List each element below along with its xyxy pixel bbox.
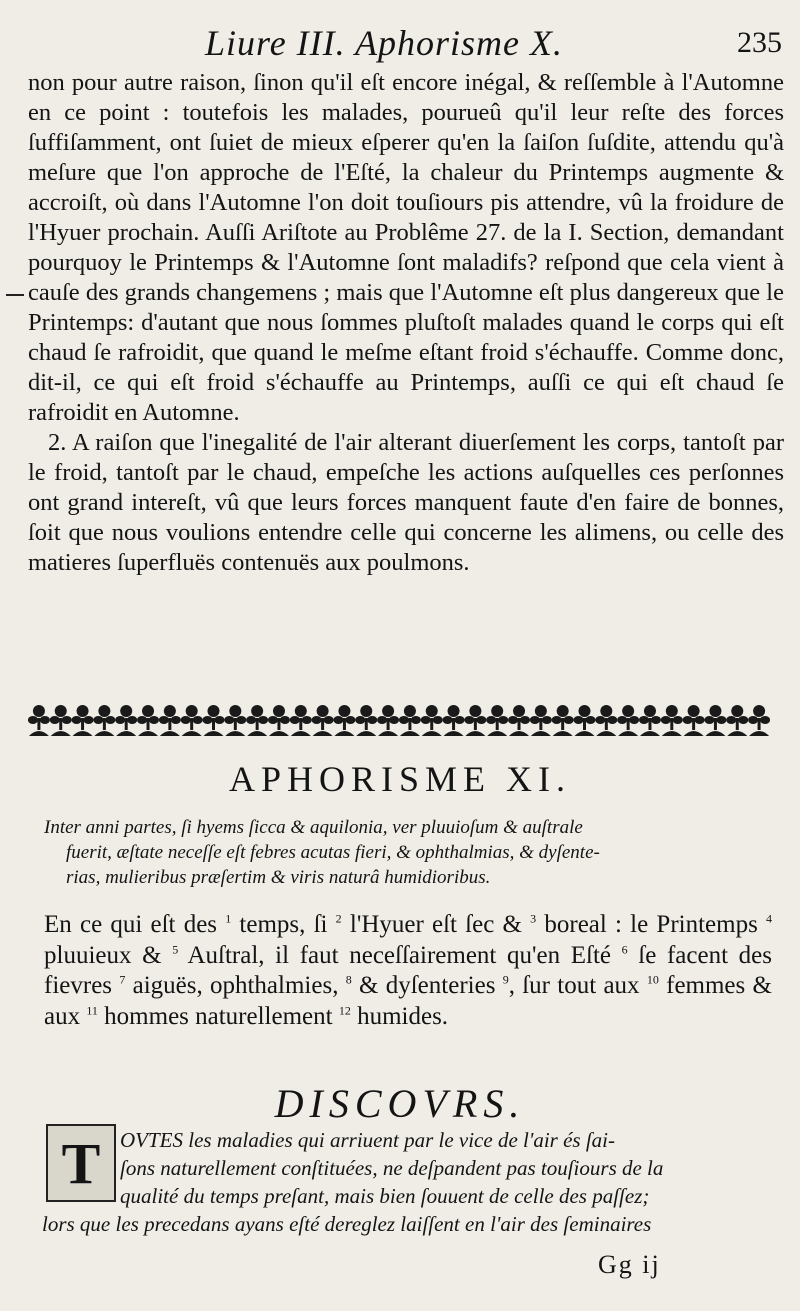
aphorism-title: APHORISME XI. <box>228 759 572 799</box>
note-ref: 9 <box>502 972 509 987</box>
fleuron-icon <box>748 705 770 736</box>
fleuron-icon <box>333 705 355 736</box>
translation-text: boreal : le Printemps <box>536 911 767 938</box>
translation-text: humides. <box>350 1002 449 1030</box>
fleuron-icon <box>552 705 574 736</box>
fleuron-icon <box>486 705 508 736</box>
page-header <box>0 20 800 70</box>
fleuron-icon <box>508 705 530 736</box>
note-ref: 5 <box>172 942 179 957</box>
fleuron-icon <box>443 705 465 736</box>
latin-aphorism <box>44 815 764 890</box>
discours-line-2: ſons naturellement conſtituées, ne deſpandent pas touſiours de la <box>120 1156 664 1180</box>
fleuron-icon <box>181 705 203 736</box>
fleuron-icon <box>726 705 748 736</box>
body-paragraph-1: non pour autre raison, ſinon qu'il eſt encore inégal, & reſſemble à l'Automne en ce point : toutefois les malades, pourueû qu'il leur reſte des forces ſuffiſamment, ont ſuiet de mieux eſperer qu'en la ſaiſon ſuſdite, attendu qu'à meſure que l'on approche de l'Eſté, la chaleur du Printemps augmente & accroiſt, où dans l'Automne l'on doit touſiours pis attendre, vû la froidure de l'Hyuer prochain. Auſſi Ariſtote au Problême 27. de la I. Section, demandant pourquoy le Printemps & l'Automne ſont maladifs? reſpond que cela vient à cauſe des grands changemens ; mais que l'Automne eſt plus dangereux que le Printemps: d'autant que nous ſommes pluſtoſt malades quand le corps qui eſt chaud ſe rafroidit, que quand le meſme eſtant froid s'échauffe. Comme donc, dit-il, ce qui eſt froid s'échauffe au Printemps, auſſi ce qui eſt chaud ſe rafroidit en Automne. <box>28 69 784 426</box>
fleuron-icon <box>595 705 617 736</box>
translation-text: hommes naturellement <box>97 1002 339 1030</box>
fleuron-icon <box>93 705 115 736</box>
note-ref: 2 <box>335 911 342 926</box>
fleuron-icon <box>50 705 72 736</box>
french-translation <box>44 910 772 1032</box>
discours-title: DISCOVRS. <box>274 1081 526 1126</box>
fleuron-icon <box>72 705 94 736</box>
fleuron-icon <box>28 705 50 736</box>
page-number: 235 <box>737 26 782 59</box>
fleuron-icon <box>115 705 137 736</box>
body-text <box>28 68 784 578</box>
note-ref: 11 <box>86 1003 98 1018</box>
fleuron-icon <box>464 705 486 736</box>
note-ref: 3 <box>530 911 537 926</box>
note-ref: 10 <box>646 972 659 987</box>
fleuron-icon <box>290 705 312 736</box>
translation-text: femmes & aux <box>44 972 772 1030</box>
fleuron-icon <box>530 705 552 736</box>
translation-text: , ſur tout aux <box>508 972 647 999</box>
dropcap-initial: T <box>46 1124 116 1202</box>
fleuron-icon <box>268 705 290 736</box>
translation-text: aiguës, ophthalmies, <box>125 972 346 999</box>
discours-line-3: qualité du temps preſant, mais bien ſouuent de celle des paſſez; <box>120 1184 650 1208</box>
discours-line-1: OVTES les maladies qui arriuent par le vice de l'air és ſai- <box>120 1128 616 1152</box>
latin-line-1: Inter anni partes, ſi hyems ſicca & aquilonia, ver pluuioſum & auſtrale <box>44 817 583 838</box>
fleuron-icon <box>224 705 246 736</box>
latin-line-2: fuerit, æſtate neceſſe eſt febres acutas fieri, & ophthalmias, & dyſente- <box>66 842 600 863</box>
fleuron-icon <box>639 705 661 736</box>
note-ref: 7 <box>119 972 126 987</box>
discours-line-4: lors que les precedans ayans eſté dereglez laiſſent en l'air des ſeminaires <box>42 1212 652 1236</box>
fleuron-icon <box>683 705 705 736</box>
note-ref: 8 <box>345 972 352 987</box>
translation-text: ſe facent des fievres <box>44 941 772 999</box>
translation-text: & dyſenteries <box>351 972 503 999</box>
translation-text: pluuieux & <box>44 941 173 969</box>
translation-text: temps, ſi <box>231 911 336 938</box>
fleuron-icon <box>355 705 377 736</box>
running-title: Liure III. Aphorisme X. <box>205 23 563 63</box>
fleuron-ornament <box>28 700 770 744</box>
fleuron-icon <box>159 705 181 736</box>
fleuron-icon <box>246 705 268 736</box>
body-paragraph-2: 2. A raiſon que l'inegalité de l'air alterant diuerſement les corps, tantoſt par le froid, tantoſt par le chaud, empeſche les actions auſquelles ces perſonnes ont grand intereſt, vû que leurs forces manquent faute d'en faire de bonnes, ſoit que nous voulions entendre celle qui concerne les alimens, ou celle des matieres ſuperfluës contenuës aux poulmons. <box>28 429 784 576</box>
fleuron-icon <box>399 705 421 736</box>
fleuron-icon <box>574 705 596 736</box>
note-ref: 12 <box>338 1003 351 1018</box>
note-ref: 1 <box>225 911 232 926</box>
fleuron-icon <box>377 705 399 736</box>
margin-mark <box>6 294 24 296</box>
fleuron-icon <box>137 705 159 736</box>
catchword: Gg ij <box>598 1250 661 1279</box>
note-ref: 4 <box>766 911 773 926</box>
fleuron-icon <box>704 705 726 736</box>
translation-text: Auſtral, il faut neceſſairement qu'en Eſté <box>178 941 622 969</box>
latin-line-3: rias, mulieribus præſertim & viris naturâ humidioribus. <box>66 867 491 888</box>
fleuron-icon <box>617 705 639 736</box>
translation-text: En ce qui eſt des <box>44 911 226 938</box>
translation-text: l'Hyuer eſt ſec & <box>341 911 531 938</box>
fleuron-icon <box>421 705 443 736</box>
fleuron-icon <box>661 705 683 736</box>
discours-text <box>42 1126 770 1238</box>
fleuron-icon <box>312 705 334 736</box>
fleuron-icon <box>203 705 225 736</box>
note-ref: 6 <box>621 942 628 957</box>
